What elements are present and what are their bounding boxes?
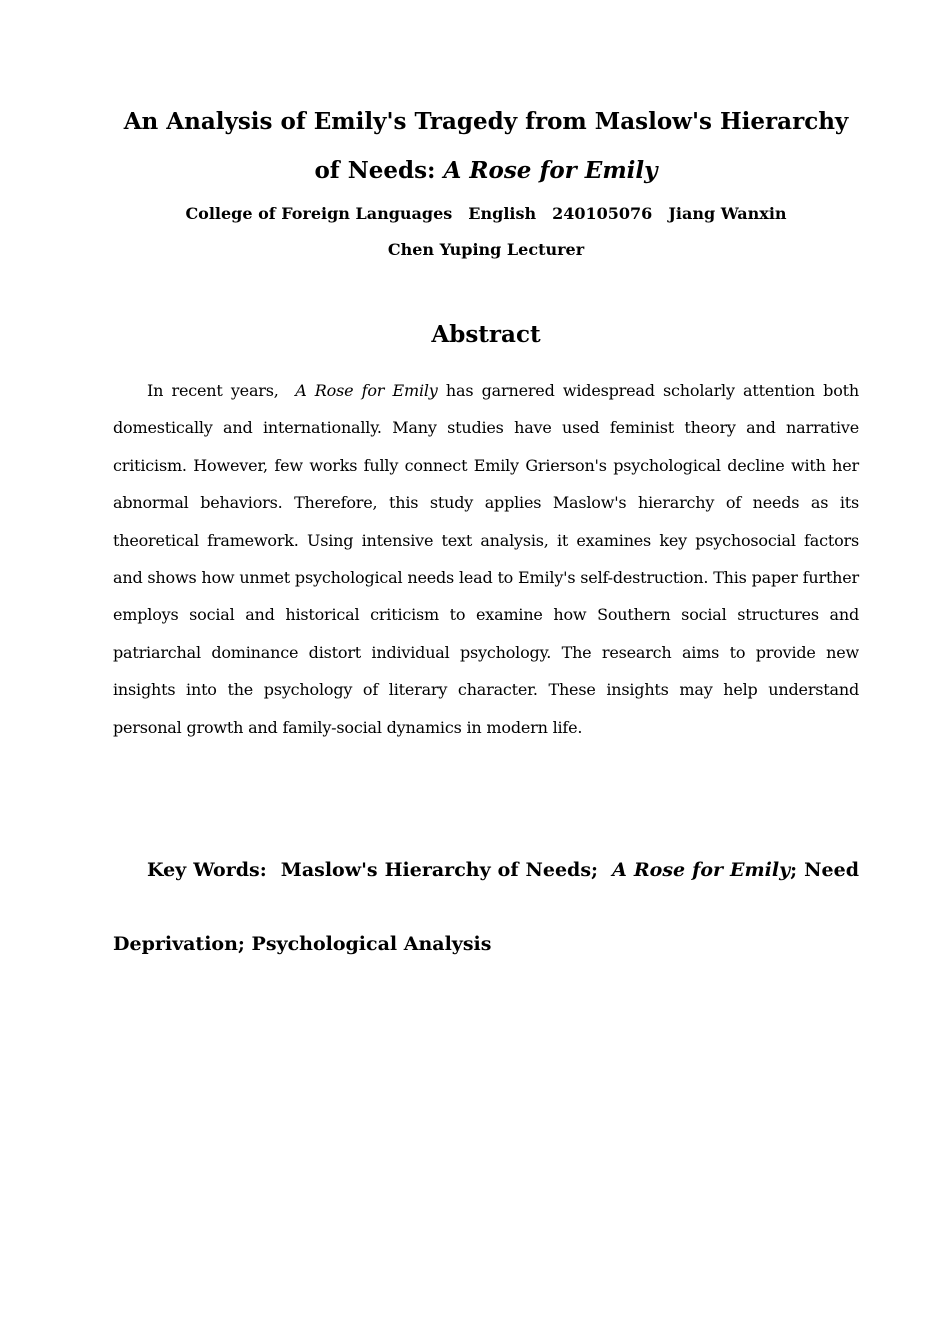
author-college: College of Foreign Languages [185,204,453,223]
paper-page [113,0,859,981]
abstract-work-name: A Rose for Emily [295,381,438,400]
keywords-label: Key Words: [147,859,267,882]
title-main-text: An Analysis of Emily's Tragedy from Maslow's Hierarchy of Needs: [123,108,849,184]
keyword-work-name: A Rose for Emily [612,859,791,882]
abstract-body [113,372,859,746]
author-info [113,196,859,232]
abstract-intro: In recent years, [147,381,279,400]
author-student-id: 240105076 [552,204,653,223]
paper-title [113,97,859,195]
abstract-text: has garnered widespread scholarly attention both domestically and internationally. Many studies have used feminist theory and narrative criticism. However, few works fully connect Emily Grierson's psychological decline with her abnormal behaviors. Therefore, this study applies Maslow's hierarchy of needs as its theoretical framework. Using intensive text analysis, it examines key psychosocial factors and shows how unmet psychological needs lead to Emily's self-destruction. This paper further employs social and historical criticism to examine how Southern social structures and patriarchal dominance distort individual psychology. The research aims to provide new insights into the psychology of literary character. These insights may help understand personal growth and family-social dynamics in modern life. [113,381,859,737]
keywords-section [113,833,859,981]
keywords-rest: ; Need Deprivation; Psychological Analysis [113,859,859,956]
title-work-name: A Rose for Emily [443,157,658,184]
author-major: English [468,204,537,223]
supervisor-info: Chen Yuping Lecturer [387,240,585,259]
abstract-heading: Abstract [431,321,541,348]
author-name: Jiang Wanxin [668,204,787,223]
keyword-maslow: Maslow's Hierarchy of Needs; [280,859,599,882]
